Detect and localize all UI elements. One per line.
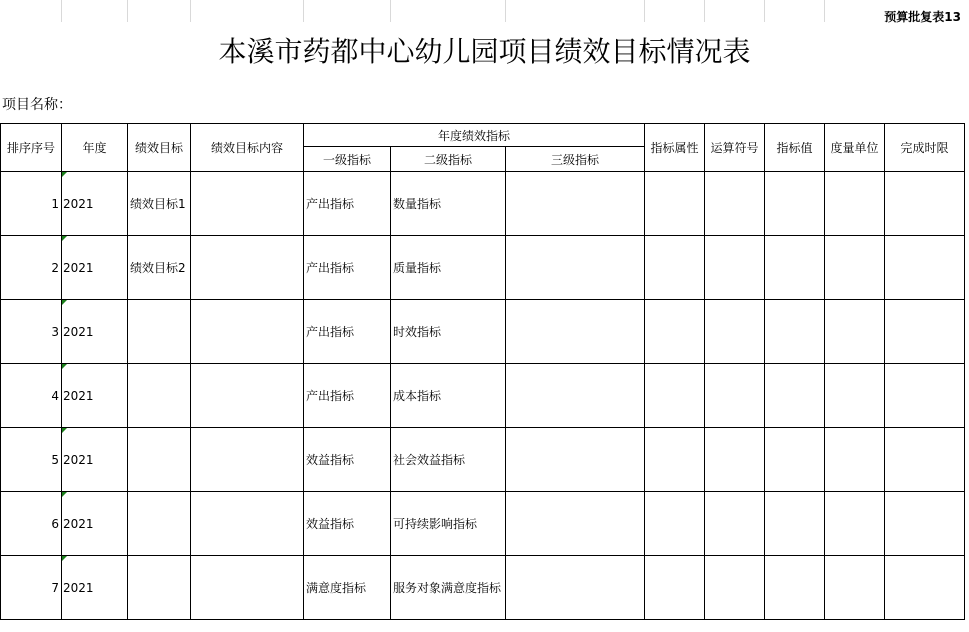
cell-level1[interactable]: 效益指标 <box>304 428 391 492</box>
text-number-indicator-icon <box>62 236 67 241</box>
header-goal[interactable]: 绩效目标 <box>128 124 191 172</box>
gridline <box>505 0 506 22</box>
cell-level1[interactable]: 产出指标 <box>304 172 391 236</box>
cell-unit[interactable] <box>825 300 885 364</box>
cell-value[interactable] <box>765 300 825 364</box>
cell-attribute[interactable] <box>645 492 705 556</box>
text-number-indicator-icon <box>62 364 67 369</box>
cell-attribute[interactable] <box>645 172 705 236</box>
table-row <box>1 172 965 236</box>
cell-year[interactable] <box>62 364 128 428</box>
gridline <box>303 0 304 22</box>
cell-attribute[interactable] <box>645 364 705 428</box>
cell-year-text: 2021 <box>63 260 94 275</box>
cell-year[interactable] <box>62 556 128 620</box>
table-row <box>1 300 965 364</box>
cell-level2[interactable]: 可持续影响指标 <box>391 492 506 556</box>
cell-year-text: 2021 <box>63 196 94 211</box>
cell-year-text: 2021 <box>63 516 94 531</box>
table-row <box>1 556 965 620</box>
cell-unit[interactable] <box>825 364 885 428</box>
performance-table <box>0 123 965 620</box>
header-value[interactable]: 指标值 <box>765 124 825 172</box>
cell-unit[interactable] <box>825 172 885 236</box>
cell-deadline[interactable] <box>885 428 965 492</box>
cell-seq[interactable]: 6 <box>1 492 62 556</box>
text-number-indicator-icon <box>62 492 67 497</box>
cell-value[interactable] <box>765 556 825 620</box>
cell-unit[interactable] <box>825 236 885 300</box>
cell-deadline[interactable] <box>885 492 965 556</box>
gridline <box>390 0 391 22</box>
cell-unit[interactable] <box>825 428 885 492</box>
cell-year[interactable] <box>62 492 128 556</box>
gridline <box>704 0 705 22</box>
header-seq[interactable]: 排序序号 <box>1 124 62 172</box>
header-goal-content[interactable]: 绩效目标内容 <box>191 124 304 172</box>
cell-seq[interactable]: 1 <box>1 172 62 236</box>
table-body <box>1 172 965 620</box>
cell-operator[interactable] <box>705 556 765 620</box>
cell-level1[interactable]: 效益指标 <box>304 492 391 556</box>
cell-level1[interactable]: 满意度指标 <box>304 556 391 620</box>
cell-attribute[interactable] <box>645 236 705 300</box>
table-row <box>1 364 965 428</box>
text-number-indicator-icon <box>62 300 67 305</box>
table-row <box>1 428 965 492</box>
cell-level3[interactable] <box>506 364 645 428</box>
cell-year-text: 2021 <box>63 324 94 339</box>
cell-level3[interactable] <box>506 556 645 620</box>
header-level1[interactable]: 一级指标 <box>304 147 391 172</box>
cell-goal[interactable] <box>128 556 191 620</box>
header-deadline[interactable]: 完成时限 <box>885 124 965 172</box>
cell-value[interactable] <box>765 492 825 556</box>
cell-deadline[interactable] <box>885 236 965 300</box>
cell-operator[interactable] <box>705 300 765 364</box>
gridline <box>61 0 62 22</box>
cell-unit[interactable] <box>825 492 885 556</box>
cell-goal-content[interactable] <box>191 492 304 556</box>
header-level2[interactable]: 二级指标 <box>391 147 506 172</box>
cell-level3[interactable] <box>506 428 645 492</box>
cell-seq[interactable]: 7 <box>1 556 62 620</box>
cell-level2[interactable]: 社会效益指标 <box>391 428 506 492</box>
cell-deadline[interactable] <box>885 364 965 428</box>
text-number-indicator-icon <box>62 172 67 177</box>
project-name-label: 项目名称： <box>2 97 72 113</box>
header-row <box>1 124 965 147</box>
header-operator[interactable]: 运算符号 <box>705 124 765 172</box>
cell-deadline[interactable] <box>885 172 965 236</box>
cell-deadline[interactable] <box>885 556 965 620</box>
table-row <box>1 492 965 556</box>
cell-attribute[interactable] <box>645 300 705 364</box>
cell-level3[interactable] <box>506 236 645 300</box>
cell-value[interactable] <box>765 236 825 300</box>
cell-goal-content[interactable] <box>191 556 304 620</box>
cell-level1[interactable]: 产出指标 <box>304 300 391 364</box>
header-level3[interactable]: 三级指标 <box>506 147 645 172</box>
cell-seq[interactable]: 4 <box>1 364 62 428</box>
cell-level2[interactable]: 时效指标 <box>391 300 506 364</box>
cell-year-text: 2021 <box>63 580 94 595</box>
cell-goal[interactable]: 绩效目标1 <box>128 172 191 236</box>
cell-attribute[interactable] <box>645 556 705 620</box>
cell-level1[interactable]: 产出指标 <box>304 236 391 300</box>
cell-operator[interactable] <box>705 428 765 492</box>
cell-goal-content[interactable] <box>191 172 304 236</box>
cell-level3[interactable] <box>506 172 645 236</box>
cell-goal-content[interactable] <box>191 300 304 364</box>
cell-level3[interactable] <box>506 300 645 364</box>
cell-year-text: 2021 <box>63 388 94 403</box>
cell-year[interactable] <box>62 236 128 300</box>
cell-goal-content[interactable] <box>191 428 304 492</box>
cell-level3[interactable] <box>506 492 645 556</box>
text-number-indicator-icon <box>62 556 67 561</box>
gridline <box>127 0 128 22</box>
cell-attribute[interactable] <box>645 428 705 492</box>
cell-goal[interactable] <box>128 364 191 428</box>
gridline <box>644 0 645 22</box>
cell-goal[interactable] <box>128 492 191 556</box>
cell-value[interactable] <box>765 428 825 492</box>
header-unit[interactable]: 度量单位 <box>825 124 885 172</box>
gridline <box>190 0 191 22</box>
cell-seq[interactable]: 3 <box>1 300 62 364</box>
cell-value[interactable] <box>765 364 825 428</box>
text-number-indicator-icon <box>62 428 67 433</box>
cell-unit[interactable] <box>825 556 885 620</box>
cell-year-text: 2021 <box>63 452 94 467</box>
cell-level2[interactable]: 成本指标 <box>391 364 506 428</box>
cell-goal[interactable] <box>128 300 191 364</box>
cell-level2[interactable]: 质量指标 <box>391 236 506 300</box>
page-title: 本溪市药都中心幼儿园项目绩效目标情况表 <box>218 35 751 68</box>
cell-level2[interactable]: 数量指标 <box>391 172 506 236</box>
cell-operator[interactable] <box>705 492 765 556</box>
cell-year[interactable] <box>62 428 128 492</box>
cell-goal[interactable]: 绩效目标2 <box>128 236 191 300</box>
cell-operator[interactable] <box>705 364 765 428</box>
table-row <box>1 236 965 300</box>
cell-goal[interactable] <box>128 428 191 492</box>
gridline <box>764 0 765 22</box>
cell-deadline[interactable] <box>885 300 965 364</box>
cell-value[interactable] <box>765 172 825 236</box>
cell-year[interactable] <box>62 300 128 364</box>
gridline <box>824 0 825 22</box>
cell-operator[interactable] <box>705 236 765 300</box>
header-year[interactable]: 年度 <box>62 124 128 172</box>
cell-operator[interactable] <box>705 172 765 236</box>
cell-level2[interactable]: 服务对象满意度指标 <box>391 556 506 620</box>
header-attribute[interactable]: 指标属性 <box>645 124 705 172</box>
cell-year[interactable] <box>62 172 128 236</box>
cell-seq[interactable]: 2 <box>1 236 62 300</box>
cell-level1[interactable]: 产出指标 <box>304 364 391 428</box>
header-annual-indicators[interactable]: 年度绩效指标 <box>304 124 645 147</box>
cell-seq[interactable]: 5 <box>1 428 62 492</box>
cell-goal-content[interactable] <box>191 364 304 428</box>
form-code: 预算批复表13 <box>884 10 961 24</box>
cell-goal-content[interactable] <box>191 236 304 300</box>
